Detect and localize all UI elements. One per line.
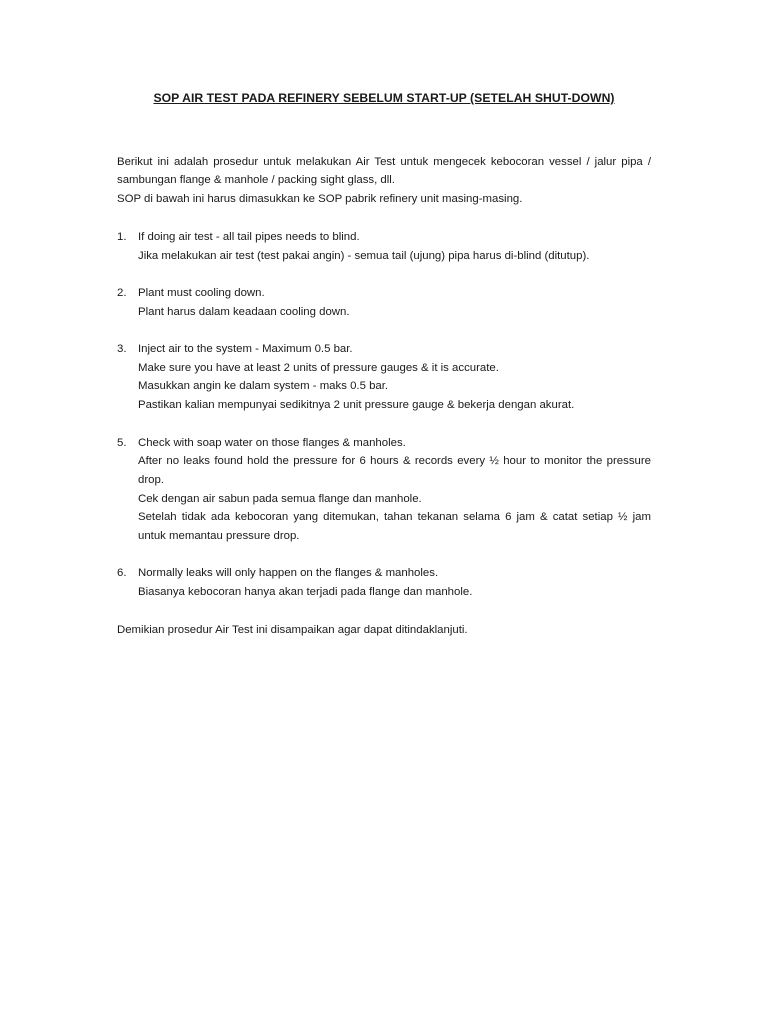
procedure-step — [117, 228, 651, 265]
step-number: 6. — [117, 567, 127, 580]
procedure-step — [117, 340, 651, 415]
step-line: Setelah tidak ada kebocoran yang ditemukan, tahan tekanan selama 6 jam & catat setiap ½ jam untuk memantau pressure drop. — [138, 511, 651, 543]
step-body — [138, 434, 651, 546]
intro-line: Berikut ini adalah prosedur untuk melakukan Air Test untuk mengecek kebocoran vessel / jalur pipa / sambungan flange & manhole / packing sight glass, dll. — [117, 155, 651, 187]
step-body — [138, 284, 651, 321]
procedure-step — [117, 564, 651, 601]
step-line: Plant must cooling down. — [138, 286, 265, 299]
step-line: If doing air test - all tail pipes needs to blind. — [138, 230, 360, 243]
step-line: Biasanya kebocoran hanya akan terjadi pada flange dan manhole. — [138, 586, 473, 599]
step-line: Normally leaks will only happen on the flanges & manholes. — [138, 567, 439, 580]
step-line: Jika melakukan air test (test pakai angin) - semua tail (ujung) pipa harus di-blind (ditutup). — [138, 249, 590, 262]
step-number: 3. — [117, 343, 127, 355]
step-body — [138, 564, 651, 601]
document-title: SOP AIR TEST PADA REFINERY SEBELUM START-UP (SETELAH SHUT-DOWN) — [153, 91, 615, 105]
step-line: After no leaks found hold the pressure for 6 hours & records every ½ hour to monitor the pressure drop. — [138, 455, 651, 486]
step-number: 1. — [117, 230, 127, 243]
procedure-steps — [117, 228, 651, 602]
document-content — [117, 89, 651, 639]
step-line: Pastikan kalian mempunyai sedikitnya 2 unit pressure gauge & bekerja dengan akurat. — [138, 399, 575, 412]
procedure-step — [117, 434, 651, 546]
step-line: Make sure you have at least 2 units of pressure gauges & it is accurate. — [138, 361, 499, 374]
step-body — [138, 228, 651, 265]
step-body — [138, 340, 651, 415]
step-line: Check with soap water on those flanges & manholes. — [138, 436, 406, 449]
step-number: 5. — [117, 436, 127, 449]
intro-line: SOP di bawah ini harus dimasukkan ke SOP pabrik refinery unit masing-masing. — [117, 193, 523, 206]
step-line: Plant harus dalam keadaan cooling down. — [138, 305, 350, 318]
step-line: Cek dengan air sabun pada semua flange dan manhole. — [138, 492, 422, 505]
intro-paragraph — [117, 153, 651, 209]
procedure-step — [117, 284, 651, 321]
step-line: Inject air to the system - Maximum 0.5 bar. — [138, 343, 353, 355]
step-number: 2. — [117, 286, 127, 299]
step-line: Masukkan angin ke dalam system - maks 0.5 bar. — [138, 380, 389, 393]
closing-statement: Demikian prosedur Air Test ini disampaikan agar dapat ditindaklanjuti. — [117, 623, 468, 636]
